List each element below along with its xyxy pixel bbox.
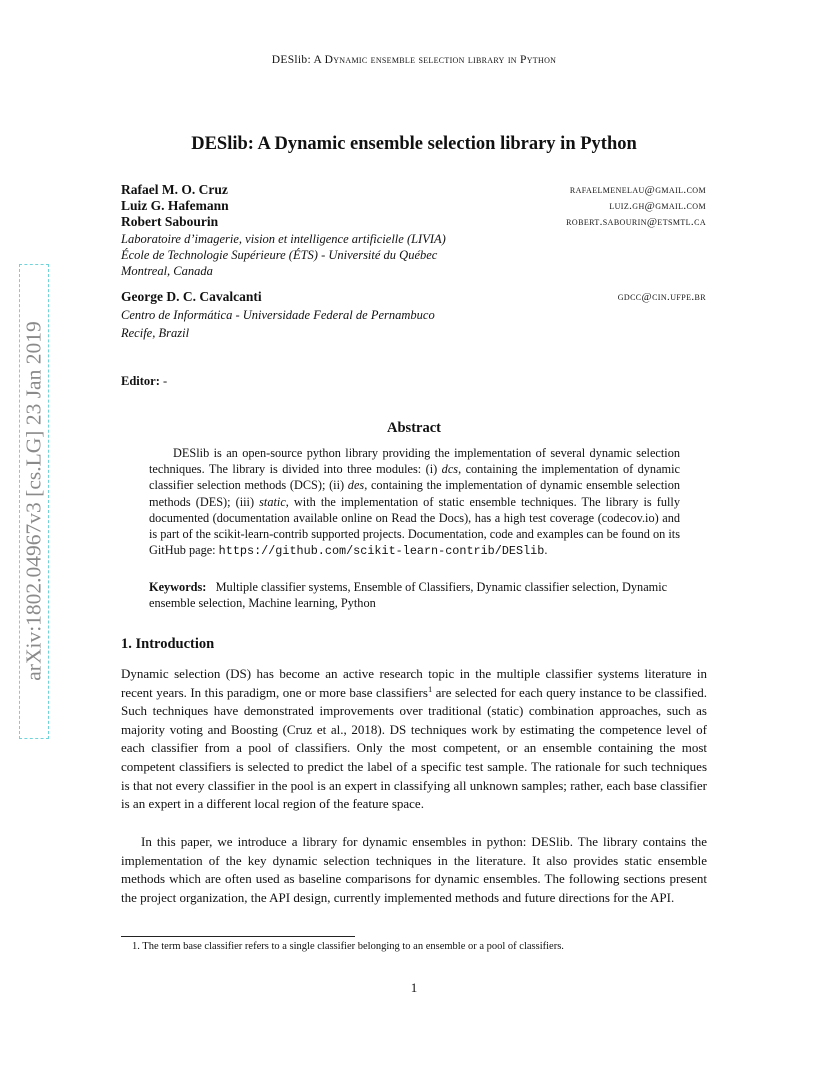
- running-head-prefix: DESlib: [271, 54, 308, 66]
- author-email[interactable]: robert.sabourin@etsmtl.ca: [566, 216, 706, 228]
- abstract-module-dcs: dcs: [441, 462, 459, 477]
- affiliation-line: École de Technologie Supérieure (ÉTS) - Université du Québec: [121, 248, 438, 262]
- author-email[interactable]: luiz.gh@gmail.com: [609, 200, 706, 212]
- abstract-module-des: des: [347, 478, 365, 493]
- abstract-segment: , containing the implementation of dynamic classifier selection methods (DCS); (ii): [149, 462, 680, 493]
- running-head-rest: : A Dynamic ensemble selection library in Python: [307, 54, 557, 66]
- keywords: [149, 579, 680, 611]
- affiliation-line: Centro de Informática - Universidade Federal de Pernambuco: [121, 308, 435, 322]
- page-number: 1: [410, 980, 418, 995]
- keywords-text: Multiple classifier systems, Ensemble of Classifiers, Dynamic classifier selection, Dynamic ensemble selection, Machine learning, Python: [149, 580, 668, 611]
- abstract-segment: .: [544, 543, 548, 558]
- abstract-segment: , with the implementation of static ensemble techniques. The library is fully documented (documentation available online on Read the Docs), has a high test coverage (codecov.io) and is part of the scikit-learn-contrib supported projects. Documentation, code and examples can be found on its GitHub page:: [149, 494, 680, 558]
- paragraph: [121, 665, 707, 814]
- keywords-label: Keywords:: [149, 580, 207, 594]
- abstract-heading: Abstract: [387, 420, 441, 436]
- affiliation-line: Laboratoire d’imagerie, vision et intelligence artificielle (LIVIA): [121, 232, 446, 246]
- editor-label: Editor:: [121, 374, 160, 388]
- abstract-text: [149, 445, 680, 559]
- footnote: 1. The term base classifier refers to a single classifier belonging to an ensemble or a pool of classifiers.: [132, 941, 564, 952]
- author-name: Luiz G. Hafemann: [121, 198, 229, 213]
- editor-value: -: [163, 374, 168, 388]
- paragraph-segment: are selected for each query instance to be classified. Such techniques have demonstrated improvements over traditional (static) combination approaches, such as majority voting and Boosting (Cruz et al., 2018). DS techniques work by estimating the competence level of each classifier from a pool of classifiers. Only the most competent, or an ensemble containing the most competent classifiers is selected to predict the label of a specific test sample. The rationale for such techniques is that not every classifier in the pool is an expert in classifying all unknown samples; rather, each base classifier is an expert in a different local region of the feature space.: [121, 684, 707, 812]
- abstract-segment: , containing the implementation of dynamic ensemble selection methods (DES); (iii): [149, 478, 680, 509]
- section-heading: 1. Introduction: [121, 636, 215, 652]
- paper-title: DESlib: A Dynamic ensemble selection library in Python: [191, 134, 637, 154]
- footnote-marker[interactable]: 1: [427, 683, 433, 694]
- editor-line: [121, 374, 167, 389]
- affiliation-line: Recife, Brazil: [121, 326, 190, 340]
- running-head: [0, 54, 828, 66]
- author-email[interactable]: gdcc@cin.ufpe.br: [617, 291, 706, 303]
- author-name: Robert Sabourin: [121, 214, 219, 229]
- footnote-rule: [121, 936, 355, 937]
- abstract-module-static: static: [259, 494, 286, 509]
- abstract-segment: DESlib is an open-source python library providing the implementation of several dynamic selection techniques. The library is divided into three modules: (i): [149, 446, 680, 477]
- author-email[interactable]: rafaelmenelau@gmail.com: [569, 184, 706, 196]
- github-link[interactable]: https://github.com/scikit-learn-contrib/DESlib: [218, 544, 545, 559]
- affiliation-line: Montreal, Canada: [121, 264, 213, 278]
- paragraph-segment: Dynamic selection (DS) has become an active research topic in the multiple classifier systems literature in recent years. In this paradigm, one or more base classifiers: [121, 666, 707, 700]
- author-name: Rafael M. O. Cruz: [121, 182, 228, 197]
- paragraph: In this paper, we introduce a library for dynamic ensembles in python: DESlib. The library contains the implementation of the key dynamic selection techniques in the literature. It also provides static ensemble methods which are often used as baseline comparisons for dynamic ensembles. The following sections present the project organization, the API design, currently implemented methods and future directions for the API.: [121, 834, 707, 905]
- arxiv-stamp[interactable]: arXiv:1802.04967v3 [cs.LG] 23 Jan 2019: [21, 321, 46, 681]
- author-name: George D. C. Cavalcanti: [121, 289, 262, 304]
